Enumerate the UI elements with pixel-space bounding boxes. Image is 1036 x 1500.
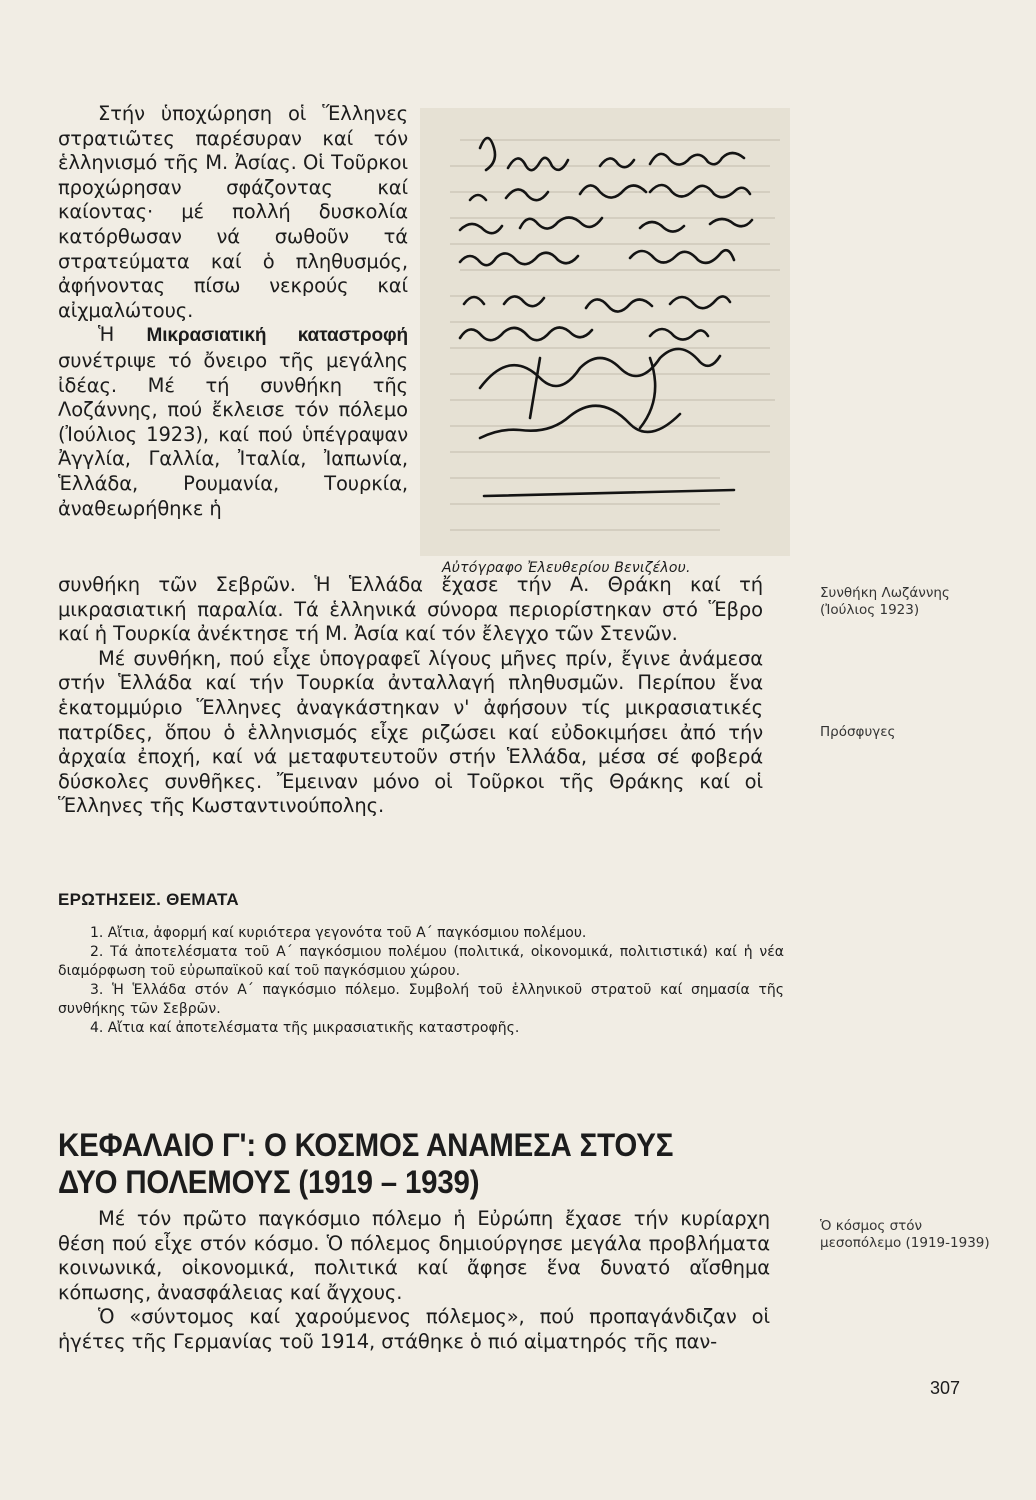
questions-list	[58, 924, 784, 1038]
chapter-paragraph: Ὁ «σύντομος καί χαρούμενος πόλεμος», πού προπαγάνδιζαν οἱ ἡγέτες τῆς Γερμανίας τοῦ 1914, στάθηκε ὁ πιό αἱματηρός τῆς παν-	[58, 1305, 770, 1353]
margin-note-refugees: Πρόσφυγες	[820, 724, 896, 740]
catastrophe-term: Μικρασιατική καταστροφή	[146, 325, 409, 347]
catastrophe-prefix: Ἡ	[98, 323, 147, 347]
venizelos-autograph-photo	[420, 108, 790, 556]
treaty-continuation: συνθήκη τῶν Σεβρῶν. Ἡ Ἑλλάδα ἔχασε τήν Α. Θράκη καί τή μικρασιατική παραλία. Τά ἑλληνικά σύνορα περιορίστηκαν στό Ἕβρο καί ἡ Τουρκία ἀνέκτησε τή Μ. Ἀσία καί τόν ἔλεγχο τῶν Στενῶν.	[58, 573, 763, 646]
intro-column	[58, 102, 408, 521]
question-item: 4. Αἴτια καί ἀποτελέσματα τῆς μικρασιατικῆς καταστροφῆς.	[90, 1020, 520, 1036]
chapter-title: ΚΕΦΑΛΑΙΟ Γ': Ο ΚΟΣΜΟΣ ΑΝΑΜΕΣΑ ΣΤΟΥΣ ΔΥΟ ΠΟΛΕΜΟΥΣ (1919 – 1939)	[58, 1127, 674, 1200]
photo-caption: Αὐτόγραφο Ἐλευθερίου Βενιζέλου.	[442, 560, 691, 576]
margin-note-interwar: Ὁ κόσμος στόν μεσοπόλεμο (1919-1939)	[820, 1218, 990, 1251]
treaty-and-exchange-text	[58, 573, 763, 819]
question-item: 2. Τά ἀποτελέσματα τοῦ Α΄ παγκόσμιου πολέμου (πολιτικά, οἰκονομικά, πολιτιστικά) καί ἡ νέα διαμόρφωση τοῦ εὐρωπαϊκοῦ καί τοῦ παγκόσμιου χώρου.	[58, 944, 784, 979]
questions-heading: ΕΡΩΤΗΣΕΙΣ. ΘΕΜΑΤΑ	[58, 890, 239, 909]
page-number: 307	[930, 1378, 961, 1398]
chapter-intro-text	[58, 1207, 770, 1355]
catastrophe-paragraph	[58, 323, 408, 521]
handwriting-image	[420, 108, 790, 556]
population-exchange-paragraph: Μέ συνθήκη, πού εἶχε ὑπογραφεῖ λίγους μῆνες πρίν, ἔγινε ἀνάμεσα στήν Ἑλλάδα καί τήν Τουρκία ἀνταλλαγή πληθυσμῶν. Περίπου ἕνα ἑκατομμύριο Ἕλληνες ἀναγκάστηκαν ν' ἀφήσουν τίς μικρασιατικές πατρίδες, ὅπου ὁ ἑλληνισμός εἶχε ριζώσει καί εὐδοκιμήσει ἀπό τήν ἀρχαία ἐποχή, καί νά μεταφυτευτοῦν στήν Ἑλλάδα, μέσα σέ φοβερά δύσκολες συνθῆκες. Ἔμειναν μόνο οἱ Τοῦρκοι τῆς Θράκης καί οἱ Ἕλληνες τῆς Κωσταντινούπολης.	[58, 646, 763, 818]
question-item: 1. Αἴτια, ἀφορμή καί κυριότερα γεγονότα τοῦ Α΄ παγκόσμιου πολέμου.	[90, 925, 587, 941]
catastrophe-text: συνέτριψε τό ὄνειρο τῆς μεγάλης ἰδέας. Μέ τή συνθήκη τῆς Λοζάννης, πού ἔκλεισε τόν πόλεμο (Ἰούλιος 1923), καί πού ὑπέγραψαν Ἀγγλία, Γαλλία, Ἰταλία, Ἰαπωνία, Ἑλλάδα, Ρουμανία, Τουρκία, ἀναθεωρήθηκε ἡ	[58, 348, 408, 520]
margin-note-lausanne: Συνθήκη Λωζάννης (Ἰούλιος 1923)	[820, 585, 950, 618]
question-item: 3. Ἡ Ἑλλάδα στόν Α΄ παγκόσμιο πόλεμο. Συμβολή τοῦ ἑλληνικοῦ στρατοῦ καί σημασία τῆς συνθήκης τῶν Σεβρῶν.	[58, 982, 784, 1017]
retreat-paragraph: Στήν ὑποχώρηση οἱ Ἕλληνες στρατιῶτες παρέσυραν καί τόν ἑλληνισμό τῆς Μ. Ἀσίας. Οἱ Τοῦρκοι προχώρησαν σφάζοντας καί καίοντας· μέ πολλή δυσκολία κατόρθωσαν νά σωθοῦν τά στρατεύματα καί ὁ πληθυσμός, ἀφήνοντας πίσω νεκρούς καί αἰχμαλώτους.	[58, 102, 408, 322]
chapter-paragraph: Μέ τόν πρῶτο παγκόσμιο πόλεμο ἡ Εὐρώπη ἔχασε τήν κυρίαρχη θέση πού εἶχε στόν κόσμο. Ὁ πόλεμος δημιούργησε μεγάλα προβλήματα κοινωνικά, οἰκονομικά, πολιτικά καί ἄφησε ἕνα δυνατό αἴσθημα κόπωσης, ἀνασφάλειας καί ἄγχους.	[58, 1207, 770, 1304]
